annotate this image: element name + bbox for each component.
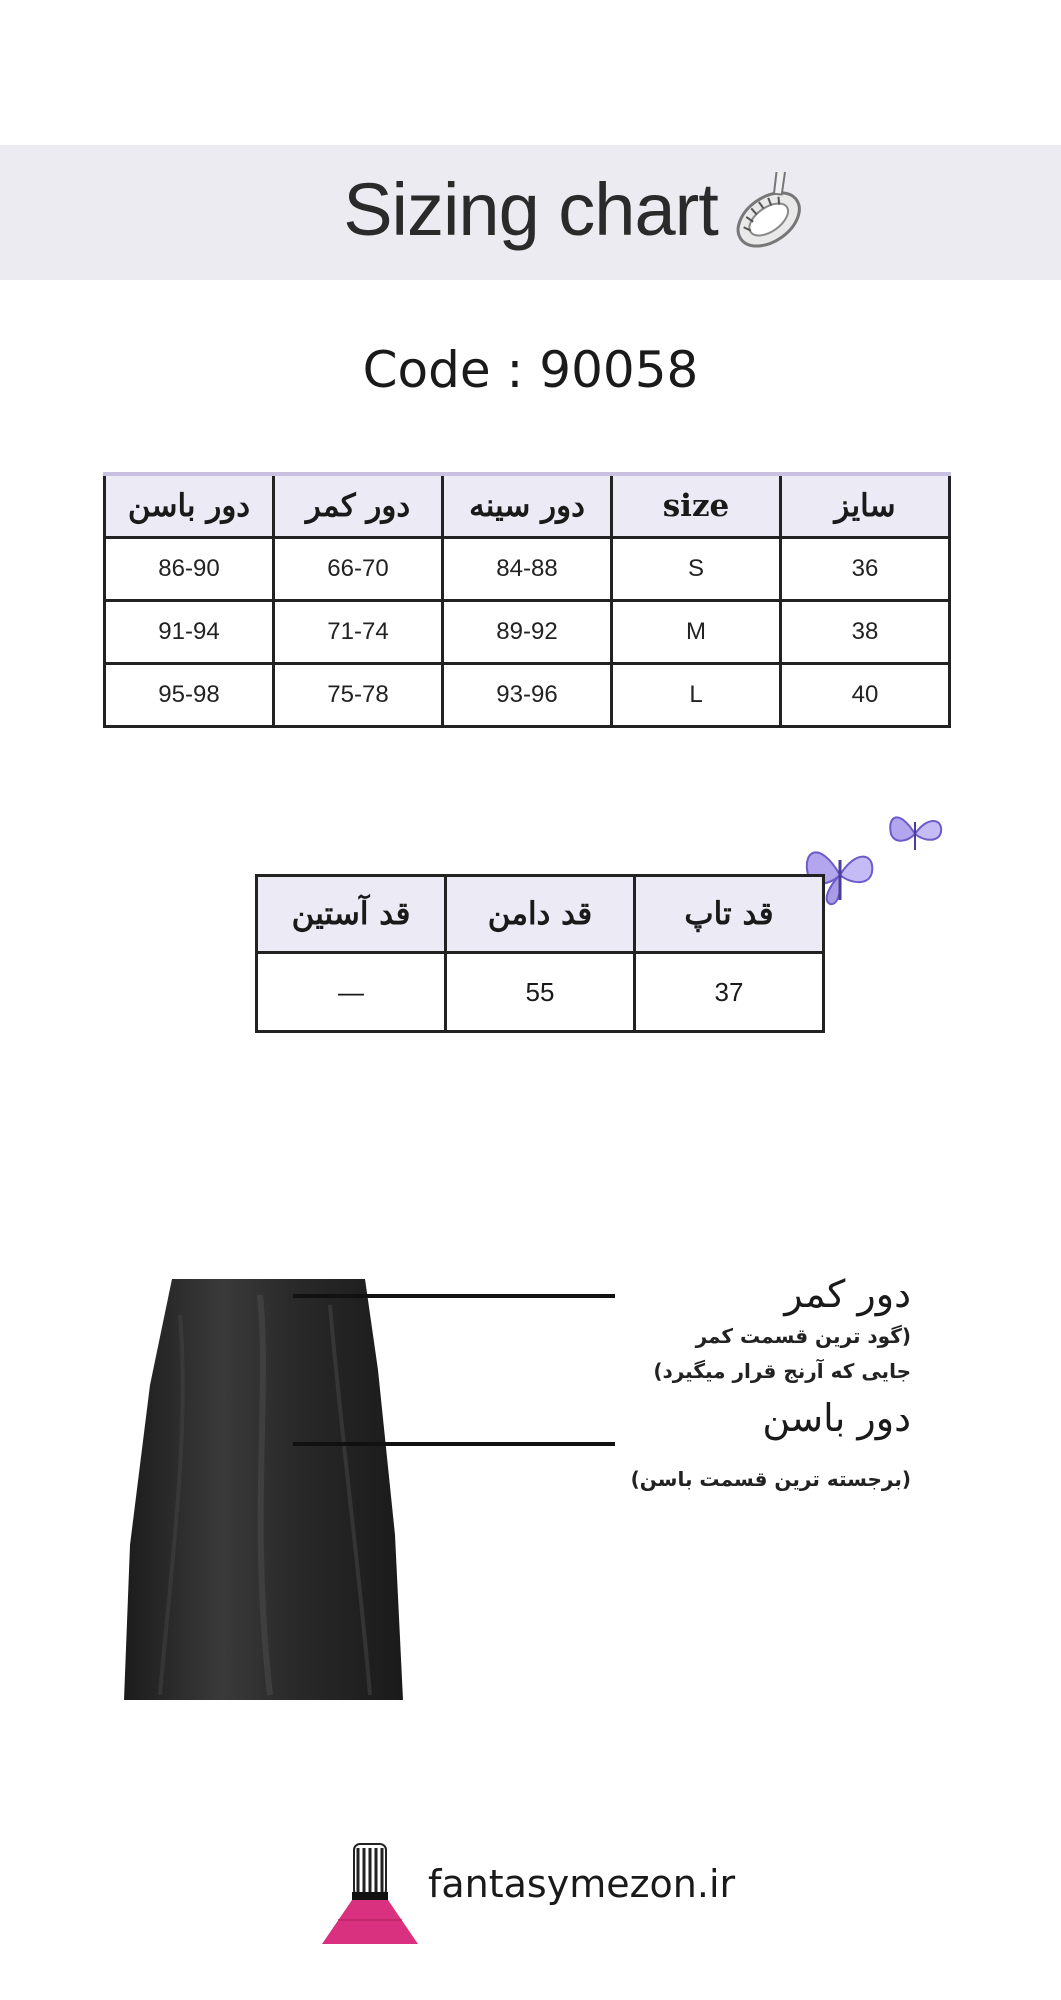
table-row [105, 664, 950, 727]
cell-skirt-length: 55 [446, 953, 635, 1032]
footer-site-link[interactable]: fantasymezon.ir [428, 1862, 736, 1906]
cell-size-en: S [612, 538, 781, 601]
cell-hip: 86-90 [105, 538, 274, 601]
size-table [103, 472, 951, 728]
cell-bust: 93-96 [443, 664, 612, 727]
header-waist: دور کمر [274, 474, 443, 538]
skirt-image [120, 1275, 410, 1705]
header-size-en: size [612, 474, 781, 538]
size-table-header-row [105, 474, 950, 538]
waist-pointer-line [293, 1294, 615, 1298]
table-row [105, 538, 950, 601]
cell-waist: 66-70 [274, 538, 443, 601]
table-row [105, 601, 950, 664]
cell-hip: 91-94 [105, 601, 274, 664]
cell-bust: 89-92 [443, 601, 612, 664]
waist-note-line2: جایی که آرنج قرار میگیرد) [653, 1359, 911, 1383]
cell-top-length: 37 [635, 953, 824, 1032]
cell-size-fa: 36 [781, 538, 950, 601]
length-table [255, 874, 825, 1033]
cell-bust: 84-88 [443, 538, 612, 601]
length-table-header-row [257, 876, 824, 953]
header-skirt-length: قد دامن [446, 876, 635, 953]
header-top-length: قد تاپ [635, 876, 824, 953]
cell-waist: 71-74 [274, 601, 443, 664]
cell-waist: 75-78 [274, 664, 443, 727]
cell-hip: 95-98 [105, 664, 274, 727]
waist-label: دور کمر [784, 1272, 911, 1316]
cell-size-en: L [612, 664, 781, 727]
measuring-tape-icon [722, 172, 812, 262]
header-size-fa: سایز [781, 474, 950, 538]
header-bust: دور سینه [443, 474, 612, 538]
header-sleeve-length: قد آستین [257, 876, 446, 953]
waist-note-line1: (گود ترین قسمت کمر [695, 1324, 911, 1348]
cell-size-fa: 38 [781, 601, 950, 664]
hip-note: (برجسته ترین قسمت باسن) [630, 1467, 911, 1491]
cell-sleeve-length: — [257, 953, 446, 1032]
header-hip: دور باسن [105, 474, 274, 538]
table-row [257, 953, 824, 1032]
cell-size-en: M [612, 601, 781, 664]
hip-label: دور باسن [762, 1396, 911, 1440]
hip-pointer-line [293, 1442, 615, 1446]
butterfly-icon [885, 800, 945, 860]
cell-size-fa: 40 [781, 664, 950, 727]
page-title: Sizing chart [343, 168, 718, 251]
product-code: Code : 90058 [362, 341, 699, 399]
dress-logo-icon [318, 1840, 422, 1950]
